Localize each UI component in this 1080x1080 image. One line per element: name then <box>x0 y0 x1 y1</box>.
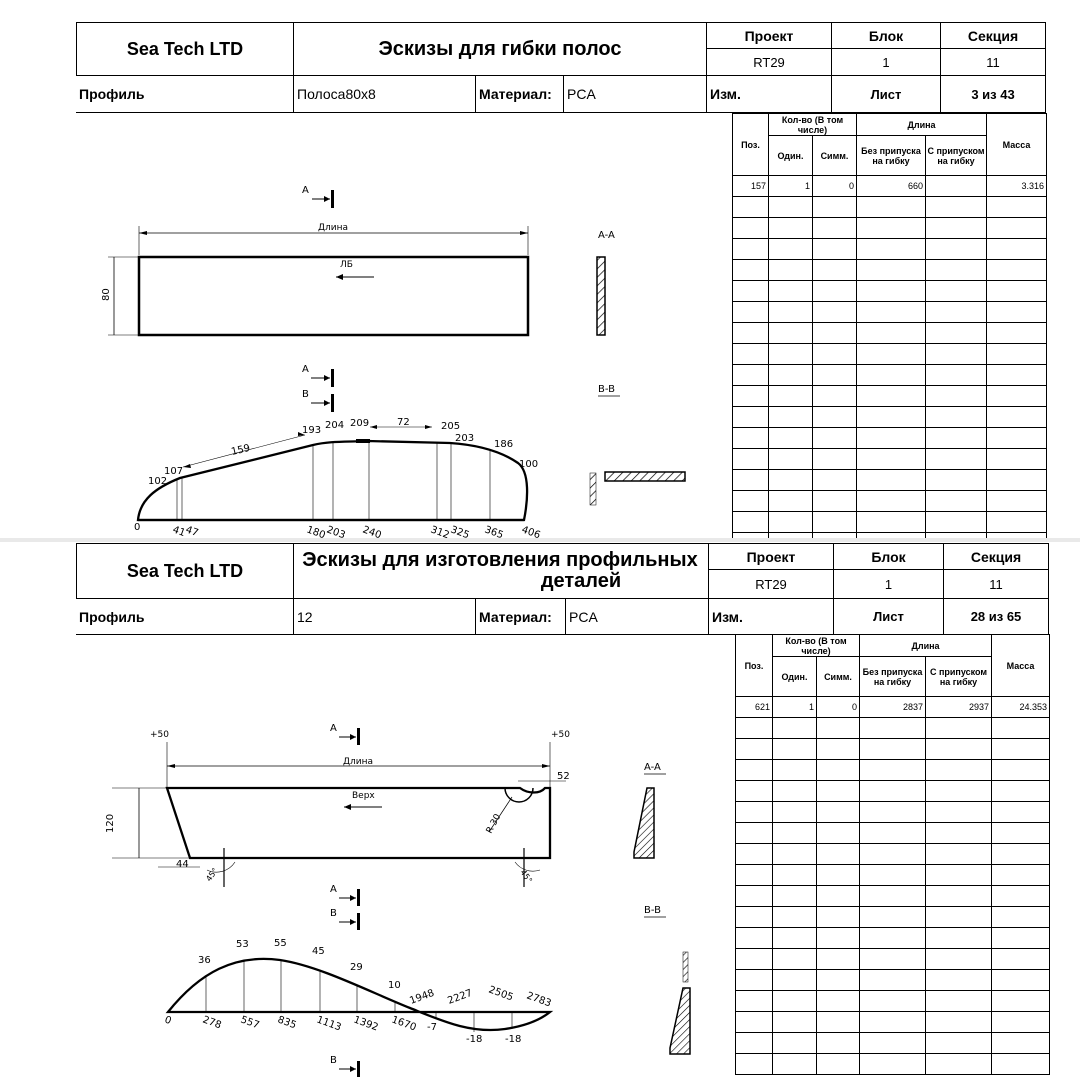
bottom-dim: 1670 <box>389 1014 418 1034</box>
section-aa-label: A-A <box>644 762 661 773</box>
sheet-label: Лист <box>833 598 944 635</box>
section-arrow-b <box>330 908 360 930</box>
block-label: Блок <box>831 22 941 49</box>
col-symm: Симм. <box>817 657 860 697</box>
cell-mass: 3.316 <box>987 176 1047 197</box>
table-row <box>733 260 1047 281</box>
profile-value: 12 <box>293 598 476 635</box>
bottom-dim: 2783 <box>524 990 553 1010</box>
top-dim: 55 <box>274 938 287 949</box>
profile-label: Профиль <box>76 598 294 635</box>
bottom-dim: 406 <box>519 524 542 542</box>
bottom-dim: 0 <box>134 522 141 533</box>
table-row <box>736 844 1050 865</box>
bottom-dim: 0 <box>162 1014 173 1027</box>
height-dimension <box>101 257 139 335</box>
direction-arrow <box>336 260 374 280</box>
bottom-dim: 203 <box>324 524 347 542</box>
table-row <box>736 1054 1050 1075</box>
block-value: 1 <box>831 48 941 76</box>
change-label: Изм. <box>706 75 832 113</box>
bottom-dim: 325 <box>448 524 471 542</box>
top-dim: 53 <box>236 939 249 950</box>
bottom-dim: 1392 <box>351 1014 380 1034</box>
col-single: Один. <box>769 136 813 176</box>
neg-dim: -18 <box>505 1034 522 1045</box>
height-dimension <box>105 788 190 858</box>
block-label: Блок <box>833 543 944 570</box>
parts-table <box>735 634 1050 1075</box>
length-dimension <box>167 742 550 787</box>
top-dim: 10 <box>388 980 401 991</box>
block-value: 1 <box>833 569 944 599</box>
col-single: Один. <box>773 657 817 697</box>
table-row <box>733 386 1047 407</box>
plate-outline <box>139 257 528 335</box>
col-with-allowance: С припуском на гибку <box>926 657 992 697</box>
material-value: PCA <box>565 598 709 635</box>
section-bb <box>590 384 685 505</box>
top-dim: 72 <box>397 417 410 428</box>
height-label: 120 <box>105 813 116 833</box>
table-row <box>733 302 1047 323</box>
material-label: Материал: <box>475 598 566 635</box>
radius-label: R 30 <box>484 812 504 836</box>
col-no-allowance: Без припуска на гибку <box>860 657 926 697</box>
allowance-right: +50 <box>551 730 570 740</box>
cell-symm: 0 <box>813 176 857 197</box>
sketch-sheet-2 <box>0 542 1080 1080</box>
section-label: Секция <box>943 543 1049 570</box>
section-arrow-a <box>330 723 360 745</box>
table-row <box>736 739 1050 760</box>
col-length: Длина <box>857 114 987 136</box>
section-bb-label: B-B <box>644 905 661 916</box>
cell-symm: 0 <box>817 697 860 718</box>
top-dim: 29 <box>350 962 363 973</box>
sheet-title-line1: Эскизы для изготовления профильных <box>302 549 698 571</box>
height-label: 80 <box>101 288 112 301</box>
bottom-dim: 2227 <box>446 987 474 1007</box>
sheet-number: 28 из 65 <box>943 598 1049 635</box>
company-name: Sea Tech LTD <box>76 22 294 76</box>
cell-single: 1 <box>773 697 817 718</box>
bending-bottom-dimensions <box>134 522 542 542</box>
cell-pos: 157 <box>733 176 769 197</box>
bottom-dim: 180 <box>304 524 327 542</box>
project-value: RT29 <box>706 48 832 76</box>
section-value: 11 <box>940 48 1046 76</box>
table-row <box>736 865 1050 886</box>
col-pos: Поз. <box>733 114 769 176</box>
table-row <box>733 470 1047 491</box>
cell-no-allowance: 2837 <box>860 697 926 718</box>
top-dim: 36 <box>198 955 211 966</box>
profile-value: Полоса80x8 <box>293 75 476 113</box>
bending-top-dimensions <box>148 417 538 487</box>
table-row <box>736 823 1050 844</box>
angle-right: 45° <box>518 867 534 885</box>
company-name: Sea Tech LTD <box>76 543 294 599</box>
bottom-dim: 47 <box>183 524 200 540</box>
col-mass: Масса <box>992 635 1050 697</box>
length-label: Длина <box>343 757 374 767</box>
radius-detail <box>485 771 570 835</box>
table-row <box>733 491 1047 512</box>
direction-label: ЛБ <box>340 260 353 270</box>
arrow-b-label: B <box>302 389 309 400</box>
top-dim: 102 <box>148 476 168 487</box>
bottom-dim: 835 <box>275 1014 298 1032</box>
dim-52: 52 <box>557 771 570 782</box>
bottom-dim: 365 <box>482 524 505 542</box>
direction-label: Верх <box>352 791 375 801</box>
table-row <box>733 428 1047 449</box>
col-symm: Симм. <box>813 136 857 176</box>
material-label: Материал: <box>475 75 564 113</box>
bottom-dim: 41 <box>170 524 187 540</box>
table-row <box>736 1033 1050 1054</box>
angle-left: 45° <box>204 866 220 884</box>
table-row <box>736 1012 1050 1033</box>
section-arrow-a <box>302 185 334 208</box>
section-arrow-a <box>330 884 360 906</box>
sheet-title: Эскизы для гибки полос <box>293 22 707 76</box>
col-no-allowance: Без припуска на гибку <box>857 136 926 176</box>
arrow-a-label: A <box>330 884 337 895</box>
col-pos: Поз. <box>736 635 773 697</box>
arrow-b-label: B <box>330 1055 337 1066</box>
profile-sketch <box>0 542 730 1080</box>
section-arrow-b <box>302 389 334 412</box>
cell-mass: 24.353 <box>992 697 1050 718</box>
table-row <box>733 533 1047 539</box>
bottom-details <box>158 848 545 887</box>
arrow-b-label: B <box>330 908 337 919</box>
cell-with-allowance: 2937 <box>926 697 992 718</box>
sheet-title-line2: деталей <box>540 570 622 592</box>
bottom-dim: 2505 <box>486 984 515 1004</box>
table-row <box>736 781 1050 802</box>
table-row <box>733 281 1047 302</box>
change-label: Изм. <box>708 598 834 635</box>
empty-rows <box>733 197 1047 539</box>
table-row <box>733 176 1047 197</box>
material-value: PCA <box>563 75 707 113</box>
dim-44: 44 <box>176 859 189 870</box>
table-row <box>733 197 1047 218</box>
allowance-left: +50 <box>150 730 169 740</box>
table-row <box>733 365 1047 386</box>
sheet-label: Лист <box>831 75 941 113</box>
neg-dim: -18 <box>466 1034 483 1045</box>
table-row <box>733 323 1047 344</box>
table-row <box>736 949 1050 970</box>
table-row <box>736 970 1050 991</box>
col-qty: Кол-во (В том числе) <box>769 114 857 136</box>
top-dim: 45 <box>312 946 325 957</box>
length-dimension <box>139 223 528 255</box>
table-row <box>733 512 1047 533</box>
arrow-a-label: A <box>330 723 337 734</box>
sheet-number: 3 из 43 <box>940 75 1046 113</box>
neg-dim: -7 <box>427 1022 437 1033</box>
col-qty: Кол-во (В том числе) <box>773 635 860 657</box>
table-row <box>733 239 1047 260</box>
top-dim: 100 <box>519 459 539 470</box>
table-row <box>736 802 1050 823</box>
top-dim: 205 <box>441 421 461 432</box>
top-dim: 204 <box>325 420 345 431</box>
table-row <box>736 886 1050 907</box>
table-row <box>733 449 1047 470</box>
project-label: Проект <box>706 22 832 49</box>
section-label: Секция <box>940 22 1046 49</box>
table-row <box>736 928 1050 949</box>
section-arrow-a <box>302 364 334 387</box>
bottom-dim: 557 <box>238 1014 261 1032</box>
bottom-dim: 312 <box>428 524 451 542</box>
table-row <box>736 991 1050 1012</box>
col-mass: Масса <box>987 114 1047 176</box>
bending-sketch <box>0 0 730 542</box>
section-aa-label: A-A <box>598 230 615 241</box>
table-row <box>736 697 1050 718</box>
top-dim: 193 <box>302 425 322 436</box>
section-aa <box>634 762 666 858</box>
arrow-a-label: A <box>302 364 309 375</box>
top-dim: 186 <box>494 439 514 450</box>
profile-label: Профиль <box>76 75 294 113</box>
parts-table <box>732 113 1047 538</box>
top-dim: 209 <box>350 418 370 429</box>
bottom-dim: 1948 <box>408 987 436 1007</box>
bottom-dim: 240 <box>360 524 383 542</box>
profile-bottom-dimensions <box>163 984 553 1045</box>
direction-arrow <box>344 791 382 810</box>
col-with-allowance: С припуском на гибку <box>926 136 987 176</box>
table-row <box>733 344 1047 365</box>
arrow-a-label: A <box>302 185 309 196</box>
empty-rows <box>736 718 1050 1075</box>
cell-pos: 621 <box>736 697 773 718</box>
cell-single: 1 <box>769 176 813 197</box>
length-label: Длина <box>318 223 349 233</box>
top-dim: 159 <box>230 442 252 458</box>
bottom-dim: 278 <box>200 1014 223 1032</box>
top-dim: 107 <box>164 466 184 477</box>
section-arrow-b <box>330 1055 360 1077</box>
project-value: RT29 <box>708 569 834 599</box>
table-row <box>736 760 1050 781</box>
cell-no-allowance: 660 <box>857 176 926 197</box>
section-bb <box>644 905 690 1054</box>
col-length: Длина <box>860 635 992 657</box>
table-row <box>733 407 1047 428</box>
table-row <box>736 907 1050 928</box>
table-row <box>733 218 1047 239</box>
section-value: 11 <box>943 569 1049 599</box>
project-label: Проект <box>708 543 834 570</box>
section-aa <box>597 230 615 335</box>
cell-with-allowance <box>926 176 987 197</box>
section-bb-label: B-B <box>598 384 615 395</box>
bottom-dim: 1113 <box>314 1014 343 1034</box>
top-dim: 203 <box>455 433 475 444</box>
table-row <box>736 718 1050 739</box>
